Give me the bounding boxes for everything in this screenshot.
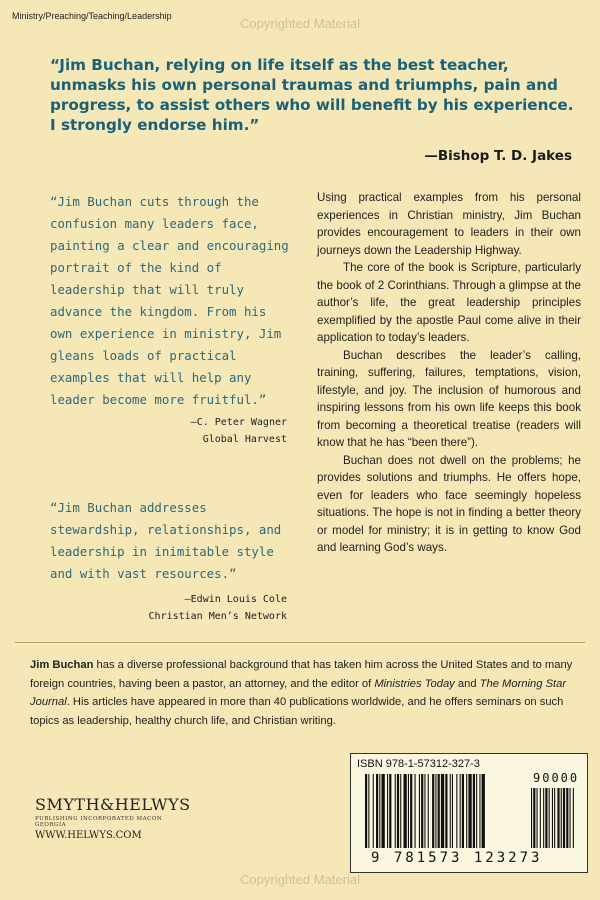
bio-text: . His articles have appeared in more than 40 publications worldwide, and he offers seminars on such topics as leadership, healthy church life, and Christian writing. <box>30 696 564 727</box>
publisher-url: WWW.HELWYS.COM <box>35 830 142 841</box>
endorsement-attribution <box>191 414 287 448</box>
attribution-name: —C. Peter Wagner <box>190 417 287 428</box>
description-paragraph: Using practical examples from his personal experiences in Christian ministry, Jim Buchan provides encouragement to leaders in their own journeys down the Leadership Highway. <box>317 191 581 257</box>
watermark-top: Copyrighted Material <box>240 16 360 31</box>
publisher-subtitle: PUBLISHING INCORPORATED MACON GEORGIA <box>35 816 163 828</box>
attribution-name: —Edwin Louis Cole <box>184 594 287 605</box>
featured-endorsement: “Jim Buchan, relying on life itself as the best teacher, unmasks his own personal traumas and triumphs, pain and progress, to assist others who will benefit by his experience. I strongly endorse him.” <box>50 56 574 134</box>
bio-text: and <box>454 677 480 690</box>
publisher-name: SMYTH&HELWYS <box>35 795 191 814</box>
barcode-price: 90000 <box>533 771 580 785</box>
bio-publication: Ministries Today <box>374 677 455 690</box>
author-name: Jim Buchan <box>30 659 94 671</box>
description-paragraph: Buchan describes the leader’s calling, training, suffering, failures, temptations, vision, lifestyle, and joy. The inclusion of humorous and inspiring lessons from his own life keeps this book from becoming a theoretical treatise (readers will know that he has “been there”). <box>317 348 581 449</box>
bio-text: has a diverse professional background that has taken him across the United States and to many foreign countries, having been a pastor, an attorney, and the editor of <box>30 659 573 690</box>
barcode-digits: 9 781573 123273 <box>371 850 543 866</box>
isbn-label: ISBN 978-1-57312-327-3 <box>357 758 480 770</box>
attribution-org: Christian Men’s Network <box>148 611 287 622</box>
author-bio <box>30 656 578 730</box>
endorsement-quote: “Jim Buchan addresses stewardship, relationships, and leadership in inimitable style and with vast resources.” <box>50 500 282 581</box>
watermark-bottom: Copyrighted Material <box>240 872 360 887</box>
category-label: Ministry/Preaching/Teaching/Leadership <box>12 11 172 21</box>
description-paragraph: The core of the book is Scripture, particularly the book of 2 Corinthians. Through a glimpse at the author’s life, the great leadership principles exemplified by the apostle Paul come alive in their application to today’s leaders. <box>317 261 581 344</box>
book-description <box>317 189 581 557</box>
endorsement-quote: “Jim Buchan cuts through the confusion many leaders face, painting a clear and encouraging portrait of the kind of leadership that will truly advance the kingdom. From his own experience in ministry, Jim gleans loads of practical examples that will help any leader become more fruitful.” <box>50 194 289 407</box>
barcode-panel <box>350 753 588 873</box>
bio-publication: The Morning Star Journal <box>30 677 567 708</box>
endorsement-attribution <box>149 591 287 625</box>
publisher-logo <box>35 795 195 841</box>
description-paragraph: Buchan does not dwell on the problems; he provides solutions and triumphs. He offers hope, even for leaders who face seemingly hopeless situations. The hope is not in finding a better theory or model for ministry; it is in getting to know God and learning God’s ways. <box>317 453 581 554</box>
featured-endorsement-attribution: —Bishop T. D. Jakes <box>424 148 572 164</box>
section-divider <box>15 642 585 643</box>
attribution-org: Global Harvest <box>202 434 287 445</box>
